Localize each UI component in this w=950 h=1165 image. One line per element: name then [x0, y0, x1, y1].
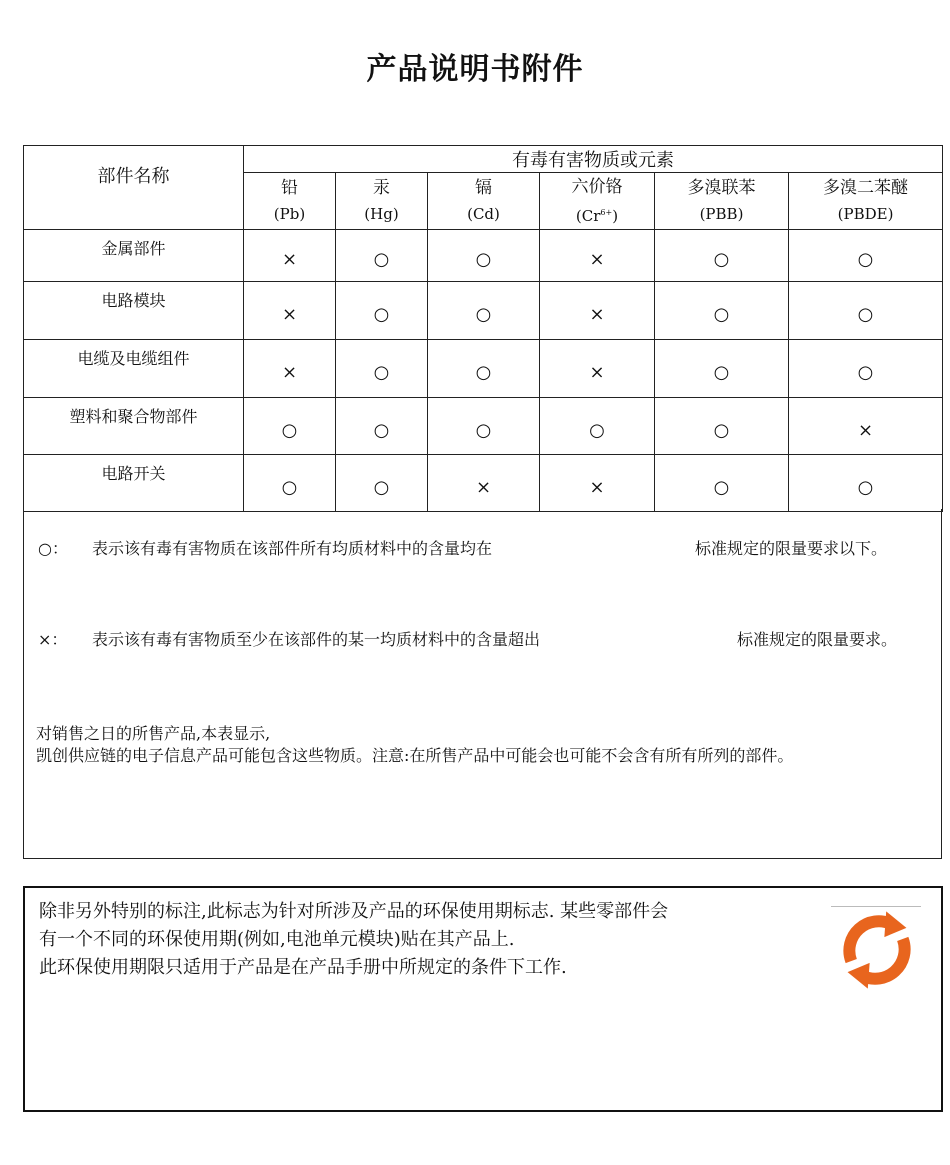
note-cross-tail: 标准规定的限量要求。: [737, 630, 898, 649]
part-name: 塑料和聚合物部件: [24, 398, 244, 455]
element-header-pb: 铅 (Pb): [244, 173, 336, 230]
page-title: 产品说明书附件: [366, 52, 584, 87]
epup-line-3: 此环保使用期限只适用于产品是在产品手册中所规定的条件下工作.: [39, 957, 567, 978]
part-name-header: 部件名称: [24, 146, 244, 230]
table-row: [24, 340, 943, 398]
substance-mark: ×: [789, 398, 943, 455]
notes-section: [23, 509, 942, 859]
substance-mark: ○: [428, 282, 540, 340]
substance-mark: ×: [540, 230, 655, 282]
substance-mark: ○: [655, 398, 789, 455]
recycle-epup-icon: [831, 904, 923, 996]
substance-mark: ×: [244, 340, 336, 398]
part-name: 金属部件: [24, 230, 244, 282]
substance-mark: ×: [244, 282, 336, 340]
substance-mark: ×: [540, 340, 655, 398]
legal-notice: [36, 723, 793, 767]
element-header-pbb: 多溴联苯 (PBB): [655, 173, 789, 230]
element-header-hg: 汞 (Hg): [336, 173, 428, 230]
substance-mark: ×: [540, 455, 655, 512]
substance-group-header: 有毒有害物质或元素: [244, 146, 943, 173]
element-header-cr6: 六价铬 $(Cr^{6+})$: [540, 173, 655, 230]
hazardous-substance-table: [23, 145, 943, 512]
substance-mark: ○: [336, 340, 428, 398]
substance-mark: ○: [336, 282, 428, 340]
part-name: 电路开关: [24, 455, 244, 512]
substance-mark: ×: [540, 282, 655, 340]
substance-mark: ○: [789, 455, 943, 512]
part-name: 电路模块: [24, 282, 244, 340]
substance-mark: ○: [540, 398, 655, 455]
cross-mark-label: ×：: [38, 630, 68, 649]
substance-mark: ○: [655, 230, 789, 282]
element-header-cd: 镉 (Cd): [428, 173, 540, 230]
substance-mark: ○: [428, 398, 540, 455]
epup-text: [39, 898, 668, 982]
note-cross: [38, 627, 540, 650]
epup-line-2: 有一个不同的环保使用期(例如,电池单元模块)贴在其产品上.: [39, 929, 515, 950]
substance-mark: ○: [336, 398, 428, 455]
substance-mark: ○: [655, 455, 789, 512]
note-circle: [38, 536, 492, 559]
substance-mark: ○: [336, 455, 428, 512]
substance-mark: ○: [789, 230, 943, 282]
substance-mark: ○: [428, 230, 540, 282]
table-row: [24, 455, 943, 512]
substance-mark: ○: [789, 282, 943, 340]
substance-mark: ○: [244, 455, 336, 512]
substance-mark: ○: [655, 340, 789, 398]
note-circle-text: 表示该有毒有害物质在该部件所有均质材料中的含量均在: [92, 539, 493, 558]
substance-mark: ○: [655, 282, 789, 340]
note-cross-text: 表示该有毒有害物质至少在该部件的某一均质材料中的含量超出: [92, 630, 541, 649]
table-row: [24, 282, 943, 340]
substance-mark: ×: [244, 230, 336, 282]
table-row: [24, 230, 943, 282]
part-name: 电缆及电缆组件: [24, 340, 244, 398]
substance-mark: ○: [789, 340, 943, 398]
substance-mark: ○: [428, 340, 540, 398]
substance-mark: ○: [244, 398, 336, 455]
legal-line-1: 对销售之日的所售产品,本表显示,: [36, 724, 271, 743]
substance-mark: ×: [428, 455, 540, 512]
table-row: [24, 398, 943, 455]
note-circle-tail: 标准规定的限量要求以下。: [695, 539, 888, 558]
epup-notice-box: [23, 886, 943, 1112]
epup-line-1: 除非另外特别的标注,此标志为针对所涉及产品的环保使用期标志. 某些零部件会: [39, 901, 669, 922]
legal-line-2: 凯创供应链的电子信息产品可能包含这些物质。注意:在所售产品中可能会也可能不会含有所有所列的部件。: [36, 746, 794, 765]
element-header-pbde: 多溴二苯醚 (PBDE): [789, 173, 943, 230]
substance-mark: ○: [336, 230, 428, 282]
circle-mark-label: ○：: [38, 539, 68, 558]
